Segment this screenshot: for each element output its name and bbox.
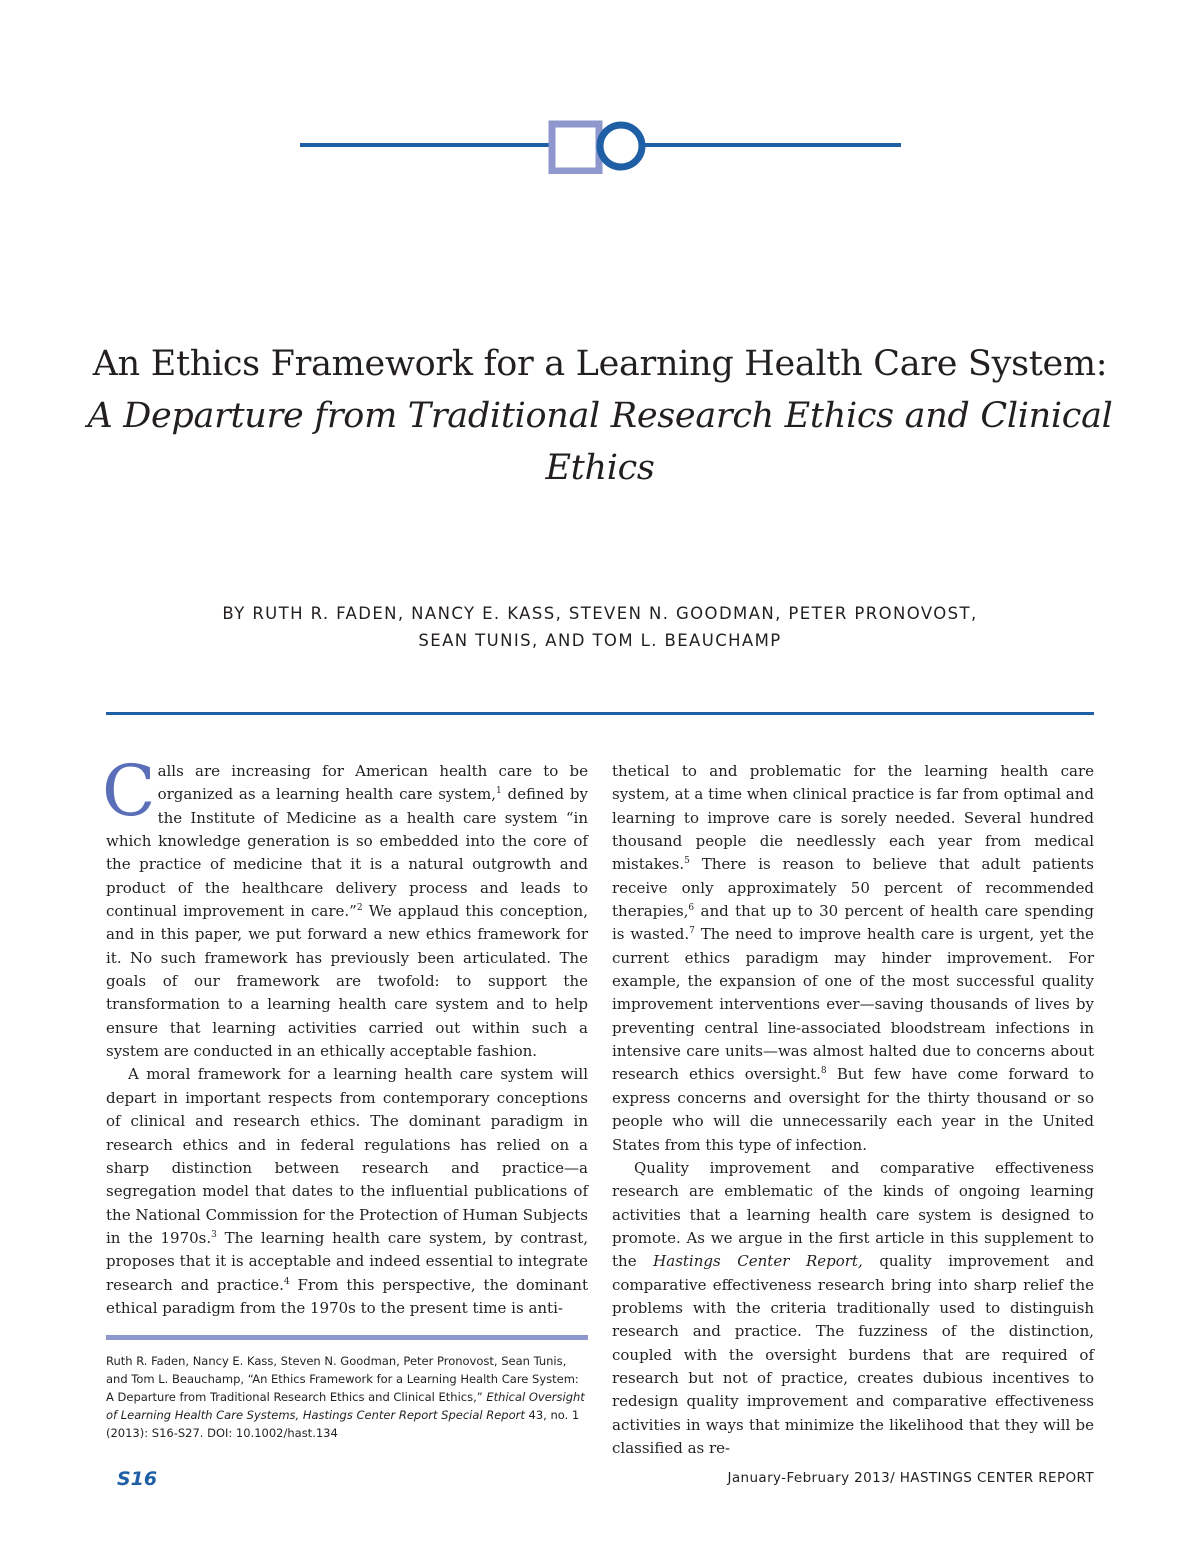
paragraph-text: From this perspective, the dominant ethical paradigm from the 1970s to the present time is anti- [106, 1275, 588, 1317]
paragraph-text: The learning health care system, by contrast, proposes that it is acceptable and indeed essential to integrate research and practice. [106, 1228, 588, 1294]
footnote-italic: Ethical Oversight of Learning Health Care Systems, Hastings Center Report Special Report [106, 1390, 585, 1422]
paragraph-text: Quality improvement and comparative effectiveness research are emblematic of the kinds of ongoing learning activities that a learning health care system is designed to promote. As we argue in the first article in this supplement to the [612, 1158, 1094, 1271]
paragraph-text: alls are increasing for American health care to be organized as a learning health care system, [157, 762, 588, 804]
right-column [612, 760, 1094, 1460]
paragraph-text: quality improvement and comparative effectiveness research bring into sharp relief the problems with the criteria traditionally used to distinguish research and practice. The fuzziness of the distinction, coupled with the oversight burdens that are required of research but not of practice, creates dubious incentives to redesign quality improvement and comparative effectiveness activities in ways that minimize the likelihood that they will be classified as re- [612, 1252, 1094, 1457]
page-number: S16 [117, 1468, 158, 1490]
title-subtitle: A Departure from Traditional Research Ethics and Clinical Ethics [87, 396, 1113, 488]
header-ornament [300, 118, 904, 174]
drop-cap: C [102, 750, 156, 832]
paragraph-2 [106, 1063, 588, 1320]
paragraph-text: thetical to and problematic for the learning health care system, at a time when clinical practice is far from optimal and learning to improve care is sorely needed. Several hundred thousand people die needlessly each year from medical mistakes. [612, 762, 1094, 874]
paragraph-text: We applaud this conception, and in this paper, we put forward a new ethics framework for it. No such framework has previously been articulated. The goals of our framework are twofold: to support the transformation to a learning health care system and to help ensure that learning activities carried out within such a system are conducted in an ethically acceptable fashion. [106, 902, 588, 1061]
author-byline [100, 600, 1100, 654]
reference-5: 5 [684, 856, 690, 867]
citation-footnote [106, 1352, 588, 1442]
reference-4: 4 [283, 1276, 290, 1287]
author-line-2: SEAN TUNIS, AND TOM L. BEAUCHAMP [418, 631, 782, 650]
paragraph-text: and that up to 30 percent of health care spending is wasted. [612, 902, 1094, 944]
reference-8: 8 [820, 1066, 827, 1077]
paragraph-4 [612, 1157, 1094, 1460]
paragraph-3 [612, 760, 1094, 1157]
header-divider [106, 712, 1094, 715]
footnote-text: Ruth R. Faden, Nancy E. Kass, Steven N. Goodman, Peter Pronovost, Sean Tunis, and Tom L. Beauchamp, “An Ethics Framework for a Learning Health Care System: A Departure from Traditional Research Ethics and Clinical Ethics,” [106, 1354, 579, 1404]
paragraph-text: There is reason to believe that adult patients receive only approximately 50 percent of recommended therapies, [612, 855, 1094, 921]
footnote-text: 43, no. 1 (2013): S16-S27. DOI: 10.1002/hast.134 [106, 1408, 580, 1440]
reference-2: 2 [356, 903, 363, 914]
author-line-1: BY RUTH R. FADEN, NANCY E. KASS, STEVEN N. GOODMAN, PETER PRONOVOST, [222, 604, 978, 623]
ornament-circle [600, 125, 642, 167]
paragraph-text: A moral framework for a learning health care system will depart in important respects from contemporary conceptions of clinical and research ethics. The dominant paradigm in research ethics and in federal regulations has relied on a sharp distinction between research and practice—a segregation model that dates to the influential publications of the National Commission for the Protection of Human Subjects in the 1970s. [106, 1065, 588, 1247]
reference-3: 3 [211, 1229, 217, 1240]
journal-name: Hastings Center Report, [653, 1252, 863, 1271]
ornament-square [552, 124, 599, 171]
reference-1: 1 [496, 786, 502, 797]
reference-7: 7 [689, 926, 695, 937]
footnote-divider [106, 1335, 588, 1340]
reference-6: 6 [688, 903, 695, 914]
article-title [80, 338, 1120, 494]
left-column [102, 750, 588, 1320]
paragraph-text: The need to improve health care is urgent, yet the current ethics paradigm may hinder improvement. For example, the expansion of one of the most successful quality improvement interventions ever—saving thousands of lives by preventing central line-associated bloodstream infections in intensive care units—was almost halted due to concerns about research ethics oversight. [612, 925, 1094, 1084]
running-footer: January-February 2013/ HASTINGS CENTER REPORT [727, 1470, 1094, 1486]
paragraph-text: defined by the Institute of Medicine as a health care system “in which knowledge generation is so embedded into the core of the practice of medicine that it is a natural outgrowth and product of the healthcare delivery process and leads to continual improvement in care.” [106, 785, 588, 921]
paragraph-text: But few have come forward to express concerns and oversight for the thirty thousand or so people who will die unnecessarily each year in the United States from this type of infection. [612, 1065, 1094, 1154]
paragraph-1 [102, 750, 588, 1063]
title-main: An Ethics Framework for a Learning Health Care System: [92, 344, 1108, 384]
